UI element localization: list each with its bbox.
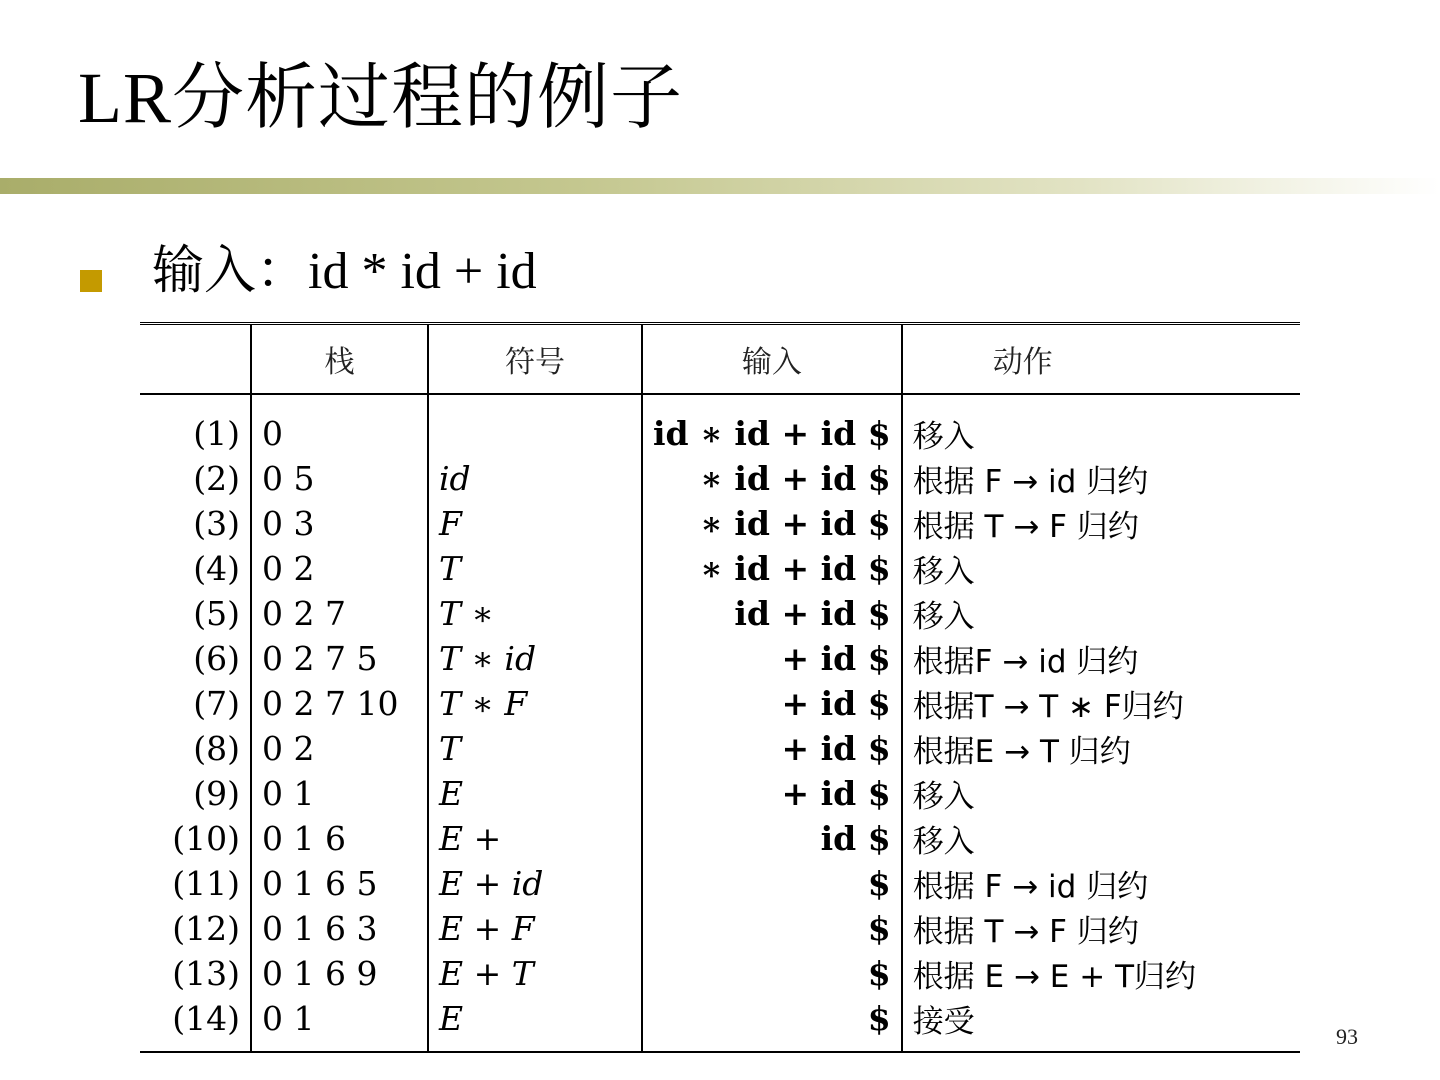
action-cell-text: 移入: [912, 599, 975, 635]
step-cell-text: (12): [172, 909, 240, 948]
action-cell: [902, 394, 1300, 456]
symbols-cell: [428, 546, 642, 591]
table-row: [140, 636, 1300, 681]
stack-cell: [251, 816, 428, 861]
step-cell: [140, 771, 251, 816]
input-cell: [642, 456, 902, 501]
table-row: [140, 771, 1300, 816]
stack-cell: [251, 681, 428, 726]
action-cell: [902, 771, 1300, 816]
step-cell: [140, 636, 251, 681]
action-cell-text: 根据F → id 归约: [912, 644, 1139, 680]
stack-cell: [251, 906, 428, 951]
slide-title: LR分析过程的例子: [78, 58, 684, 138]
stack-cell-text: 0 2: [262, 729, 315, 768]
symbols-cell-text: id: [439, 459, 471, 498]
table-body: [140, 394, 1300, 1052]
symbols-cell: [428, 861, 642, 906]
stack-cell: [251, 456, 428, 501]
action-cell: [902, 456, 1300, 501]
table-row: [140, 996, 1300, 1052]
stack-cell-text: 0 1 6 3: [262, 909, 378, 948]
step-cell: [140, 816, 251, 861]
input-cell: [642, 591, 902, 636]
table-row: [140, 456, 1300, 501]
action-cell: [902, 726, 1300, 771]
table-row: [140, 816, 1300, 861]
input-cell: [642, 771, 902, 816]
input-cell: [642, 636, 902, 681]
symbols-cell: [428, 681, 642, 726]
stack-cell: [251, 546, 428, 591]
symbols-cell: [428, 951, 642, 996]
table-row: [140, 726, 1300, 771]
symbols-cell-text: T ∗ id: [439, 639, 537, 678]
table-row: [140, 681, 1300, 726]
step-cell-text: (1): [193, 414, 240, 453]
table-header-row: [140, 324, 1300, 395]
table-row: [140, 546, 1300, 591]
input-cell-text: $: [867, 954, 891, 993]
symbols-cell: [428, 394, 642, 456]
title-underline-bar: [0, 178, 1440, 194]
action-cell: [902, 591, 1300, 636]
action-cell-text: 根据 F → id 归约: [912, 869, 1149, 905]
action-cell-text: 移入: [912, 824, 975, 860]
input-cell: [642, 501, 902, 546]
bullet-square-icon: [80, 270, 102, 292]
step-cell: [140, 861, 251, 906]
input-cell-text: $: [867, 999, 891, 1038]
table-row: [140, 951, 1300, 996]
input-cell: [642, 951, 902, 996]
step-cell: [140, 394, 251, 456]
symbols-cell: [428, 456, 642, 501]
action-cell-text: 移入: [912, 419, 975, 455]
symbols-cell: [428, 636, 642, 681]
stack-cell-text: 0 1: [262, 774, 315, 813]
step-cell: [140, 726, 251, 771]
input-cell-text: $: [867, 909, 891, 948]
header-stack: 栈: [251, 324, 428, 395]
header-symbols: 符号: [428, 324, 642, 395]
step-cell: [140, 456, 251, 501]
step-cell-text: (4): [193, 549, 240, 588]
stack-cell: [251, 394, 428, 456]
stack-cell-text: 0 1: [262, 999, 315, 1038]
stack-cell: [251, 636, 428, 681]
step-cell: [140, 906, 251, 951]
symbols-cell-text: E + id: [439, 864, 544, 903]
input-value: id * id + id: [308, 243, 537, 300]
stack-cell-text: 0 3: [262, 504, 315, 543]
table-row: [140, 501, 1300, 546]
symbols-cell-text: T: [439, 549, 462, 588]
stack-cell: [251, 591, 428, 636]
input-cell-text: + id $: [781, 774, 891, 813]
symbols-cell: [428, 906, 642, 951]
input-cell: [642, 394, 902, 456]
action-cell-text: 根据 E → E + T归约: [912, 959, 1197, 995]
action-cell: [902, 816, 1300, 861]
action-cell-text: 移入: [912, 554, 975, 590]
action-cell-text: 根据 T → F 归约: [912, 914, 1139, 950]
action-cell: [902, 861, 1300, 906]
action-cell: [902, 906, 1300, 951]
stack-cell: [251, 501, 428, 546]
input-cell: [642, 681, 902, 726]
step-cell: [140, 591, 251, 636]
symbols-cell-text: E: [439, 774, 464, 813]
step-cell-text: (8): [193, 729, 240, 768]
table-row: [140, 394, 1300, 456]
step-cell-text: (5): [193, 594, 240, 633]
step-cell-text: (7): [193, 684, 240, 723]
action-cell: [902, 636, 1300, 681]
symbols-cell-text: E +: [439, 819, 502, 858]
header-action: 动作: [902, 324, 1300, 395]
input-cell: [642, 816, 902, 861]
stack-cell: [251, 861, 428, 906]
input-cell-text: id $: [820, 819, 891, 858]
step-cell-text: (9): [193, 774, 240, 813]
input-cell-text: + id $: [781, 684, 891, 723]
step-cell-text: (10): [172, 819, 240, 858]
input-cell: [642, 546, 902, 591]
step-cell: [140, 681, 251, 726]
input-cell: [642, 906, 902, 951]
step-cell: [140, 996, 251, 1052]
stack-cell: [251, 771, 428, 816]
symbols-cell-text: T: [439, 729, 462, 768]
input-cell-text: + id $: [781, 639, 891, 678]
stack-cell-text: 0 2: [262, 549, 315, 588]
step-cell: [140, 951, 251, 996]
input-label: 输入：: [152, 243, 309, 300]
symbols-cell-text: T ∗: [439, 594, 494, 633]
symbols-cell: [428, 771, 642, 816]
symbols-cell-text: E + F: [439, 909, 535, 948]
header-input: 输入: [642, 324, 902, 395]
stack-cell-text: 0: [262, 414, 283, 453]
stack-cell: [251, 726, 428, 771]
action-cell: [902, 996, 1300, 1052]
input-cell-text: id ∗ id + id $: [653, 414, 891, 453]
stack-cell-text: 0 2 7 5: [262, 639, 378, 678]
table-row: [140, 591, 1300, 636]
input-line: [152, 243, 537, 300]
action-cell-text: 移入: [912, 779, 975, 815]
step-cell-text: (14): [172, 999, 240, 1038]
input-cell: [642, 861, 902, 906]
input-cell-text: ∗ id + id $: [700, 549, 891, 588]
action-cell-text: 根据 T → F 归约: [912, 509, 1139, 545]
table-row: [140, 861, 1300, 906]
action-cell: [902, 951, 1300, 996]
stack-cell-text: 0 1 6 9: [262, 954, 378, 993]
stack-cell: [251, 951, 428, 996]
symbols-cell-text: E: [439, 999, 464, 1038]
symbols-cell-text: T ∗ F: [439, 684, 528, 723]
stack-cell-text: 0 1 6 5: [262, 864, 378, 903]
header-step: [140, 324, 251, 395]
action-cell-text: 根据T → T ∗ F归约: [912, 689, 1184, 725]
input-cell-text: ∗ id + id $: [700, 459, 891, 498]
stack-cell-text: 0 1 6: [262, 819, 346, 858]
action-cell: [902, 681, 1300, 726]
input-cell: [642, 996, 902, 1052]
symbols-cell: [428, 591, 642, 636]
input-cell-text: ∗ id + id $: [700, 504, 891, 543]
symbols-cell: [428, 726, 642, 771]
action-cell-text: 根据E → T 归约: [912, 734, 1131, 770]
symbols-cell-text: F: [439, 504, 462, 543]
step-cell-text: (3): [193, 504, 240, 543]
step-cell-text: (2): [193, 459, 240, 498]
symbols-cell: [428, 501, 642, 546]
symbols-cell: [428, 816, 642, 861]
lr-parse-table: [140, 322, 1300, 1053]
step-cell: [140, 546, 251, 591]
stack-cell-text: 0 2 7: [262, 594, 346, 633]
step-cell-text: (13): [172, 954, 240, 993]
step-cell: [140, 501, 251, 546]
input-cell-text: + id $: [781, 729, 891, 768]
stack-cell-text: 0 5: [262, 459, 315, 498]
action-cell-text: 接受: [912, 1004, 975, 1040]
action-cell: [902, 501, 1300, 546]
table-row: [140, 906, 1300, 951]
input-cell-text: id + id $: [734, 594, 891, 633]
page-number: 93: [1336, 1024, 1358, 1049]
stack-cell-text: 0 2 7 10: [262, 684, 399, 723]
action-cell: [902, 546, 1300, 591]
step-cell-text: (6): [193, 639, 240, 678]
symbols-cell: [428, 996, 642, 1052]
symbols-cell-text: E + T: [439, 954, 534, 993]
stack-cell: [251, 996, 428, 1052]
step-cell-text: (11): [172, 864, 240, 903]
input-cell: [642, 726, 902, 771]
action-cell-text: 根据 F → id 归约: [912, 464, 1149, 500]
input-cell-text: $: [867, 864, 891, 903]
